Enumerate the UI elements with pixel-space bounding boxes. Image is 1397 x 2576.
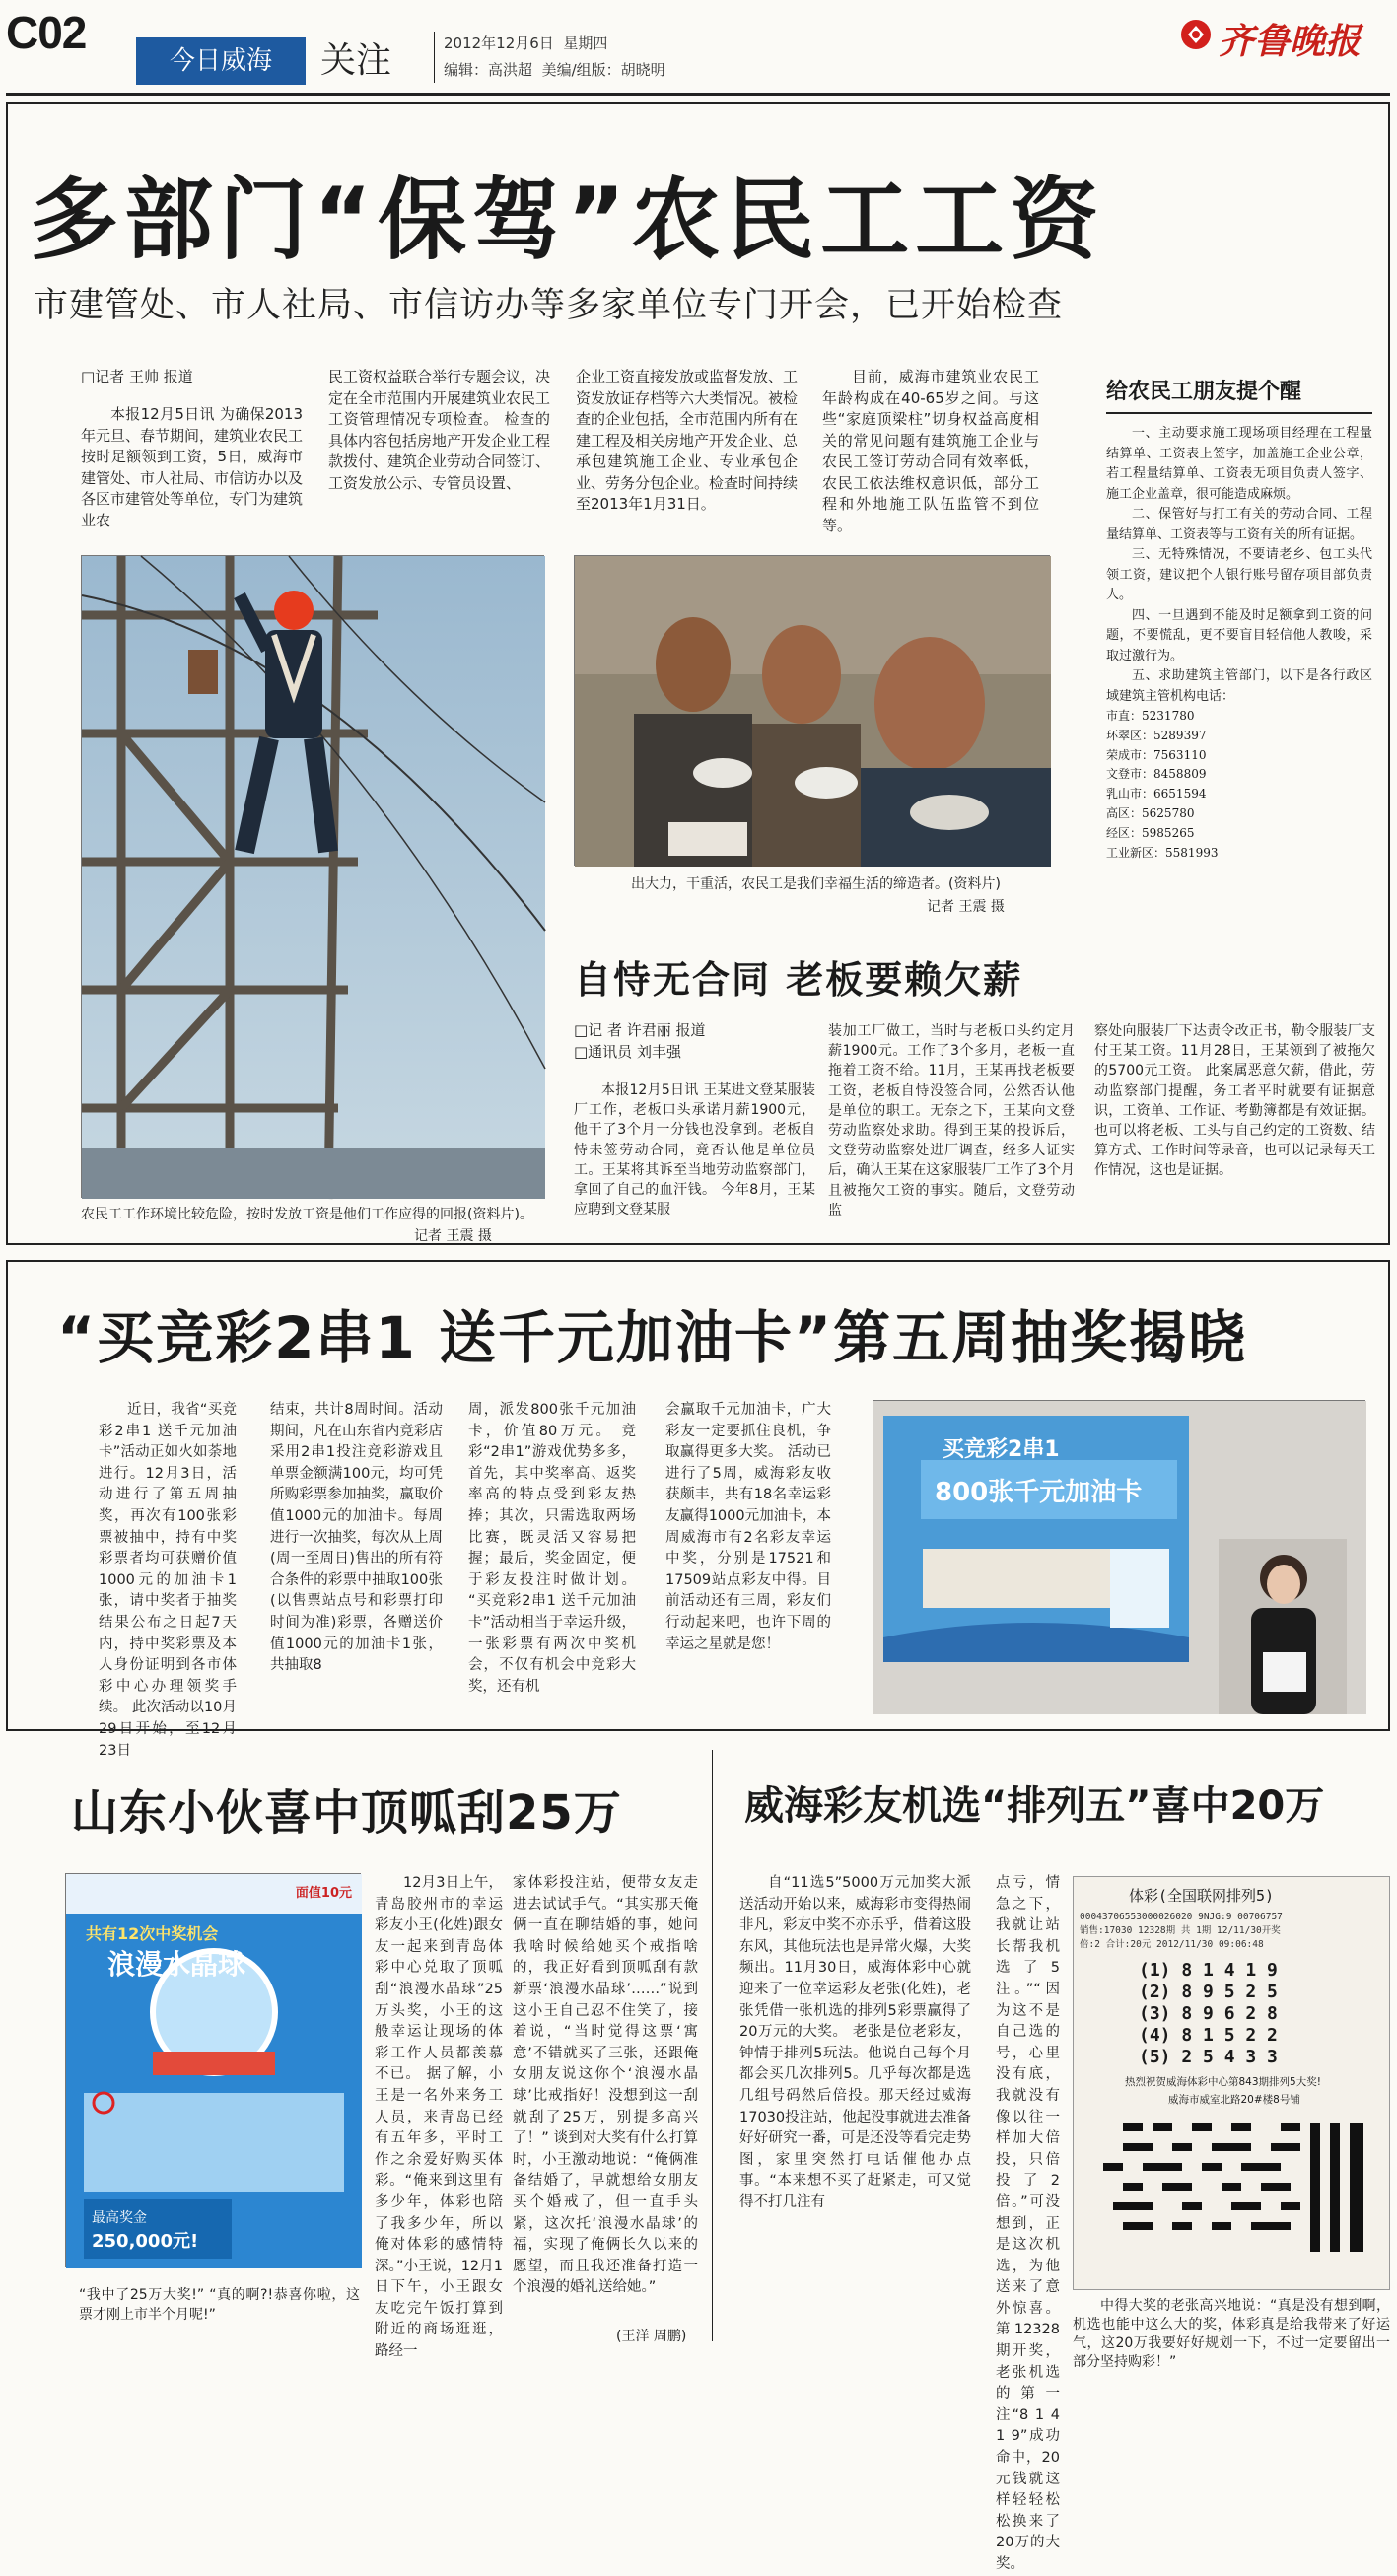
ticket-number-line: (1) 8 1 4 1 9 bbox=[1139, 1960, 1278, 1981]
photo1-caption: 农民工工作环境比较危险，按时发放工资是他们工作应得的回报(资料片)。 bbox=[81, 1207, 533, 1222]
phone-row: 环翠区：5289397 bbox=[1106, 728, 1207, 742]
tips-sidebar bbox=[1084, 357, 1380, 934]
banner-subtitle: 800张千元加油卡 bbox=[935, 1478, 1143, 1507]
ticket-footer-address: 威海市威室北路20#楼8号铺 bbox=[1168, 2094, 1300, 2106]
phone-row: 乳山市：6651594 bbox=[1106, 787, 1207, 801]
worker-scaffold-photo bbox=[81, 555, 544, 1198]
story2-byline-correspondent: □通讯员 刘丰强 bbox=[574, 1043, 681, 1061]
workers-eating-photo bbox=[574, 555, 1050, 866]
section-badge: 今日威海 bbox=[136, 37, 306, 85]
card-price: 面值10元 bbox=[295, 1886, 352, 1901]
story4-col1: 12月3日上午，青岛胶州市的幸运彩友小王(化姓)跟女友一起来到青岛体彩中心兑取了顶呱刮“浪漫水晶球”25万头奖，小王的这般幸运让现场的体彩工作人员都羡慕不已。 据了解，小王是一名外来务工人员，来青岛已经有五年多，平时工作之余爱好购买体彩。“俺来到这里有多少年，体彩也陪了我多少年，所以俺对体彩的感情特深。”小王说，12月1日下午，小王跟女友吃完午饭打算到附近的商场逛逛，路经一 bbox=[375, 1875, 503, 2360]
phone-row: 高区：5625780 bbox=[1106, 805, 1195, 820]
issue-date: 2012年12月6日 bbox=[444, 35, 554, 52]
issue-weekday: 星期四 bbox=[563, 35, 608, 52]
story3-col3: 周，派发800张千元加油卡，价值80万元。 竞彩“2串1”游戏优势多多，首先，其中奖率高、返奖率高的特点受到彩友热捧；其次，只需选取两场比赛，既灵活又容易把握；最后，奖金固定，便于彩友投注时做计划。 “买竞彩2串1 送千元加油卡”活动相当于幸运升级，一张彩票有两次中奖机会，不仅有机会中竞彩大奖，还有机 bbox=[468, 1402, 636, 1695]
ticket-barcode-icon bbox=[1083, 2123, 1379, 2271]
story2-headline: 自恃无合同 老板要赖欠薪 bbox=[574, 958, 1023, 1002]
card-top-text: 共有12次中奖机会 bbox=[86, 1924, 219, 1943]
ticket-line: 倍:2 合计:20元 2012/11/30 09:06:48 bbox=[1080, 1939, 1264, 1950]
story5-col3: 中得大奖的老张高兴地说：“真是没有想到啊，机选也能中这么大的奖，体彩真是给我带来了好运气，这20万我要好好规划一下，不过一定要留出一部分坚持购彩！” bbox=[1073, 2298, 1390, 2370]
art-credit: 美编/组版：胡晓明 bbox=[541, 61, 665, 79]
card-name: 浪漫水晶球 bbox=[107, 1948, 246, 1981]
story4-quote: “我中了25万大奖!” “真的啊?!恭喜你啦，这票才刚上市半个月呢!” bbox=[79, 2287, 360, 2323]
phone-row: 经区：5985265 bbox=[1106, 825, 1195, 840]
story4-headline: 山东小伙喜中顶呱刮25万 bbox=[71, 1785, 622, 1841]
phone-row: 文登市：8458809 bbox=[1106, 767, 1207, 782]
phone-row: 荣成市：7563110 bbox=[1106, 747, 1207, 762]
scratch-card-image bbox=[65, 1873, 361, 2267]
card-prize-label: 最高奖金 bbox=[92, 2210, 147, 2226]
lottery-draw-photo bbox=[873, 1400, 1365, 1713]
ticket-line: 00043706553000026020 9NJG:9 00706757 bbox=[1080, 1912, 1283, 1922]
story5-headline: 威海彩友机选“排列五”喜中20万 bbox=[744, 1783, 1325, 1829]
story4-col2: 家体彩投注站，便带女友走进去试试手气。“其实那天俺俩一直在聊结婚的事，她问我啥时候给她买个戒指啥的，我正好看到顶呱刮有款新票‘浪漫水晶球’……”说到这小王自己忍不住笑了，接着说，“当时觉得这票‘寓意’不错就买了三张，还跟俺女朋友说这你个‘浪漫水晶球’比戒指好！没想到这一刮就刮了25万，别提多高兴了！” 谈到对大奖有什么打算时，小王激动地说：“俺俩准备结婚了，早就想给女朋友买个婚戒了，但一直手头紧，这次托‘浪漫水晶球’的福，实现了俺俩长久以来的愿望，而且我还准备打造一个浪漫的婚礼送给她。” bbox=[513, 1875, 698, 2296]
story3-col2: 结束，共计8周时间。活动期间，凡在山东省内竞彩店采用2串1投注竞彩游戏且单票金额满100元，均可凭所购彩票参加抽奖，赢取价值1000元的加油卡。每周进行一次抽奖，每次从上周(周一至周日)售出的所有符合条件的彩票中抽取100张(以售票站点号和彩票打印时间为准)彩票，各赠送价值1000元的加油卡1张，共抽取8 bbox=[270, 1402, 443, 1674]
ticket-footer-congrats: 热烈祝贺威海体彩中心第843期排列5大奖! bbox=[1125, 2076, 1321, 2088]
ticket-title: 体彩(全国联网排列5) bbox=[1129, 1887, 1275, 1905]
story2-col3: 察处向服装厂下达责令改正书，勒令服装厂支付王某工资。11月28日，王某领到了被拖欠的5700元工资。 此案属恶意欠薪，借此，劳动监察部门提醒，务工者平时就要有证据意识，工资单、工作证、考勤簿都是有效证据。也可以将老板、工头与自己约定的工资数、结算方式、工作时间等录音，也可以记录每天工作情况，这也是证据。 bbox=[1094, 1023, 1375, 1179]
story4-credit: (王洋 周鹏) bbox=[616, 2329, 687, 2344]
story1-col2: 民工资权益联合举行专题会议，决定在全市范围内开展建筑业农民工工资管理情况专项检查。 检查的具体内容包括房地产开发企业工程款拨付、建筑企业劳动合同签订、工资发放公示、专管员设置、 bbox=[328, 368, 551, 492]
story1-col3: 企业工资直接发放或监督发放、工资发放证存档等六大类情况。被检查的企业包括，全市范围内所有在建工程及相关房地产开发企业、总承包建筑施工企业、专业承包企业、劳务分包企业。检查时间持续至2013年1月31日。 bbox=[576, 368, 799, 513]
story5-col2: 点亏，情急之下，我就让站长帮我机选了5注。”“因为这不是自己选的号，心里没有底，我就没有像以往一样加大倍投，只倍投了2倍。”可没想到，正是这次机选，为他送来了意外惊喜。第12328期开奖，老张机选的第一注“8 1 4 1 9”成功命中，20元钱就这样轻轻松松换来了20万的大奖。 bbox=[996, 1875, 1060, 2572]
phone-row: 工业新区：5581993 bbox=[1106, 845, 1219, 860]
story1-subtitle: 市建管处、市人社局、市信访办等多家单位专门开会，已开始检查 bbox=[34, 286, 1064, 325]
tip-item: 一、主动要求施工现场项目经理在工程量结算单、工资表上签字，加盖施工企业公章，若工程量结算单、工资表无项目负责人签字、施工企业盖章，很可能造成麻烦。 bbox=[1106, 426, 1372, 502]
tip-item: 二、保管好与打工有关的劳动合同、工程量结算单、工资表等与工资有关的所有证据。 bbox=[1106, 507, 1372, 542]
tip-item: 四、一旦遇到不能及时足额拿到工资的问题，不要慌乱，更不要盲目轻信他人教唆，采取过激行为。 bbox=[1106, 607, 1372, 663]
ticket-number-line: (3) 8 9 6 2 8 bbox=[1139, 2003, 1278, 2024]
story3-col4: 会赢取千元加油卡，广大彩友一定要抓住良机，争取赢得更多大奖。 活动已进行了5周，威海彩友收获颇丰，共有18名幸运彩友赢得1000元加油卡，本周威海市有2名彩友幸运中奖，分别是17521和17509站点彩友中得。目前活动还有三周，彩友们行动起来吧，也许下周的幸运之星就是您！ bbox=[665, 1402, 831, 1652]
story5-col1: 自“11选5”5000万元加奖大派送活动开始以来，威海彩市变得热闹非凡，彩友中奖不亦乐乎，借着这股东风，其他玩法也是异常火爆，大奖频出。11月30日，威海体彩中心就迎来了一位幸运彩友老张(化姓)，老张凭借一张机选的排列5彩票赢得了20万元的大奖。 老张是位老彩友，钟情于排列5玩法。他说自己每个月都会买几次排列5。几乎每次都是选几组号码然后倍投。那天经过威海17030投注站，他起没事就进去准备好好研究一番，可是还没等看完走势图，家里突然打电话催他办点事。“本来想不买了赶紧走，可又觉得不打几注有 bbox=[739, 1875, 971, 2210]
photo2-credit: 记者 王震 摄 bbox=[927, 899, 1005, 915]
tip-item: 三、无特殊情况，不要请老乡、包工头代领工资，建议把个人银行账号留存项目部负责人。 bbox=[1106, 547, 1372, 602]
ticket-number-line: (2) 8 9 5 2 5 bbox=[1139, 1982, 1278, 2002]
ticket-line: 销售:17030 12328期 共 1期 12/11/30开奖 bbox=[1080, 1925, 1281, 1936]
ticket-number-line: (5) 2 5 4 3 3 bbox=[1139, 2047, 1278, 2067]
column-label: 关注 bbox=[320, 40, 392, 81]
story1-col4: 目前，威海市建筑业农民工年龄构成在40-65岁之间。与这些“家庭顶梁柱”切身权益高度相关的常见问题有建筑施工企业与农民工签订劳动合同有效率低，农民工依法维权意识低，部分工程和外地施工队伍监管不到位等。 bbox=[822, 368, 1039, 534]
story1-col1: 本报12月5日讯 为确保2013年元旦、春节期间，建筑业农民工按时足额领到工资，5日，威海市建管处、市人社局、市信访办以及各区市建管处等单位，专门为建筑业农 bbox=[81, 405, 304, 529]
story3-col1: 近日，我省“买竞彩2串1 送千元加油卡”活动正如火如荼地进行。12月3日，活动进行了第五周抽奖，再次有100张彩票被抽中，持有中奖彩票者均可获赠价值1000元的加油卡1张，请中奖者于抽奖结果公布之日起7天内，持中奖彩票及本人身份证明到各市体彩中心办理领奖手续。 此次活动以10月29日开始，至12月23日 bbox=[99, 1402, 237, 1759]
tip-item: 五、求助建筑主管部门，以下是各行政区域建筑主管机构电话： bbox=[1106, 668, 1372, 704]
phone-list bbox=[1106, 707, 1372, 863]
page-number: C02 bbox=[6, 7, 87, 58]
story2-col2: 装加工厂做工，当时与老板口头约定月薪1900元。工作了3个多月，老板一直拖着工资不给。11月，王某再找老板要工资，老板自恃没签合同，公然否认他是单位的职工。无奈之下，王某向文登劳动监察处求助。得到王某的投诉后，文登劳动监察处进厂调查，经多人证实后，确认王某在这家服装厂工作了3个月且被拖欠工资的事实。随后，文登劳动监 bbox=[828, 1023, 1075, 1218]
logo-emblem-icon bbox=[1179, 18, 1213, 51]
photo2-caption: 出大力，干重活，农民工是我们幸福生活的缔造者。(资料片) bbox=[631, 876, 1001, 892]
story2-col1: 本报12月5日讯 王某进文登某服装厂工作，老板口头承诺月薪1900元，他干了3个月一分钱也没拿到。老板自恃未签劳动合同，竟否认他是单位员工。王某将其诉至当地劳动监察部门，拿回了自己的血汗钱。 今年8月，王某应聘到文登某服 bbox=[574, 1082, 815, 1218]
story2-byline-reporter: □记 者 许君丽 报道 bbox=[574, 1021, 706, 1039]
tips-title: 给农民工朋友提个醒 bbox=[1106, 380, 1302, 404]
banner-title: 买竞彩2串1 bbox=[943, 1437, 1060, 1462]
card-prize-amount: 250,000元! bbox=[92, 2231, 199, 2252]
phone-row: 市直：5231780 bbox=[1106, 709, 1195, 723]
story3-headline: “买竞彩2串1 送千元加油卡”第五周抽奖揭晓 bbox=[57, 1304, 1248, 1371]
story1-headline: 多部门“保驾”农民工工资 bbox=[30, 169, 1105, 272]
photo1-credit: 记者 王震 摄 bbox=[414, 1228, 492, 1244]
story1-byline: □记者 王帅 报道 bbox=[81, 368, 193, 385]
ticket-number-line: (4) 8 1 5 2 2 bbox=[1139, 2025, 1278, 2046]
editor-credit: 编辑：高洪超 bbox=[444, 61, 533, 79]
lottery-ticket-image bbox=[1073, 1876, 1390, 2290]
